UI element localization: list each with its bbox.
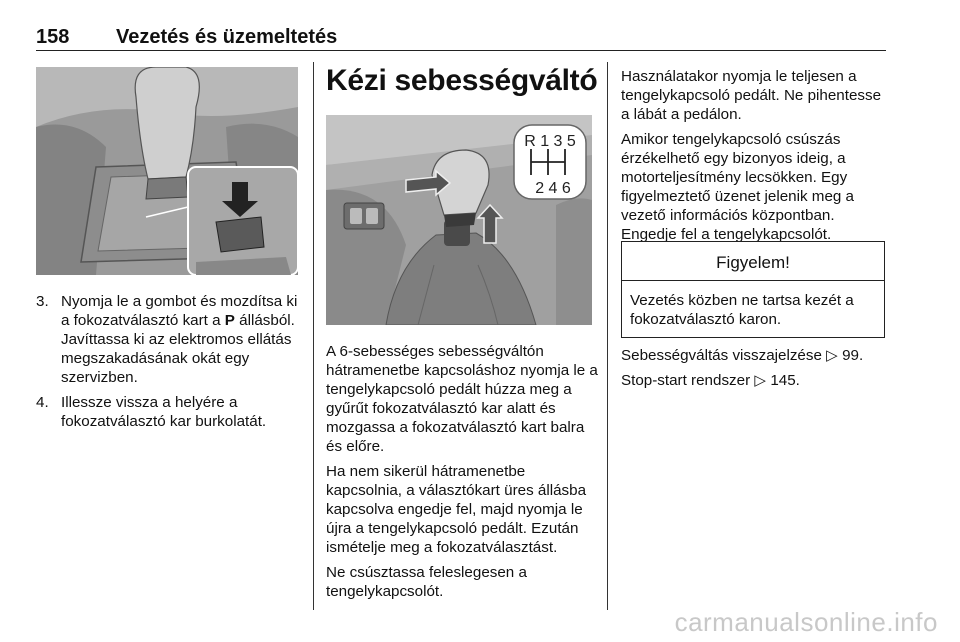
paragraph: Ne csúsztassa feleslegesen a tengelykapcsolót. xyxy=(326,564,527,600)
step-text: Nyomja le a gombot és mozdítsa ki a fokozatválasztó kart a xyxy=(61,293,298,329)
page-number: 158 xyxy=(36,26,70,48)
page-ref-icon: ▷ xyxy=(754,372,767,389)
cross-reference[interactable]: Stop-start rendszer ▷ 145. xyxy=(621,372,800,389)
watermark: carmanualsonline.info xyxy=(674,607,938,637)
gear-p-label: P xyxy=(224,312,235,329)
step-number: 3. xyxy=(36,293,49,310)
page-header xyxy=(36,26,886,51)
gear-pattern-bottom: 2 4 6 xyxy=(535,180,571,197)
middle-text-column xyxy=(326,342,598,607)
page-ref-icon: ▷ xyxy=(826,347,838,364)
paragraph: Ha nem sikerül hátramenetbe kapcsolnia, a választókart üres állásba kapcsolva engedje fel, majd nyomja le újra a tengelykapcsoló pedált. Ezután ismételje meg a fokozatválasztást. xyxy=(326,463,587,556)
paragraph: A 6-sebességes sebességváltón hátramenetbe kapcsoláshoz nyomja le a tengelykapcsoló pedált húzza meg a gyűrűt fokozatválasztó kar alatt és mozgassa a fokozatválasztó kart balra és előre. xyxy=(326,343,598,455)
cross-references xyxy=(621,346,887,396)
step-text: Illessze vissza a helyére a fokozatválasztó kar burkolatát. xyxy=(61,394,267,430)
step-list xyxy=(36,292,302,431)
warning-title: Figyelem! xyxy=(622,242,884,281)
selector-lever-illustration xyxy=(36,67,298,275)
step-number: 4. xyxy=(36,394,49,411)
cross-reference[interactable]: Sebességváltás visszajelzése ▷ 99. xyxy=(621,347,864,364)
section-title: Kézi sebességváltó xyxy=(326,64,598,97)
chapter-title: Vezetés és üzemeltetés xyxy=(116,26,338,48)
column-divider-1 xyxy=(313,62,314,610)
gear-pattern-top: R 1 3 5 xyxy=(524,133,576,150)
column-divider-2 xyxy=(607,62,608,610)
paragraph: Használatakor nyomja le teljesen a tengelykapcsoló pedált. Ne pihentesse a lábát a pedálon. xyxy=(621,68,882,123)
left-text-column xyxy=(36,292,302,437)
step-item xyxy=(36,393,302,431)
paragraph: Amikor tengelykapcsoló csúszás érzékelhető egy bizonyos ideig, a motorteljesítmény lecsökken. Egy figyelmeztető üzenet jelenik meg a vezető információs központban. Engedje fel a tengelykapcsolót. xyxy=(621,131,855,243)
warning-body: Vezetés közben ne tartsa kezét a fokozatválasztó karon. xyxy=(630,292,854,328)
step-text-continued: állásból. Javíttassa ki az elektromos ellátás megszakadásának okát egy szervizben. xyxy=(61,312,295,386)
step-item xyxy=(36,292,302,387)
right-text-column xyxy=(621,67,887,250)
manual-gearbox-illustration xyxy=(326,115,592,325)
warning-box xyxy=(621,241,885,338)
